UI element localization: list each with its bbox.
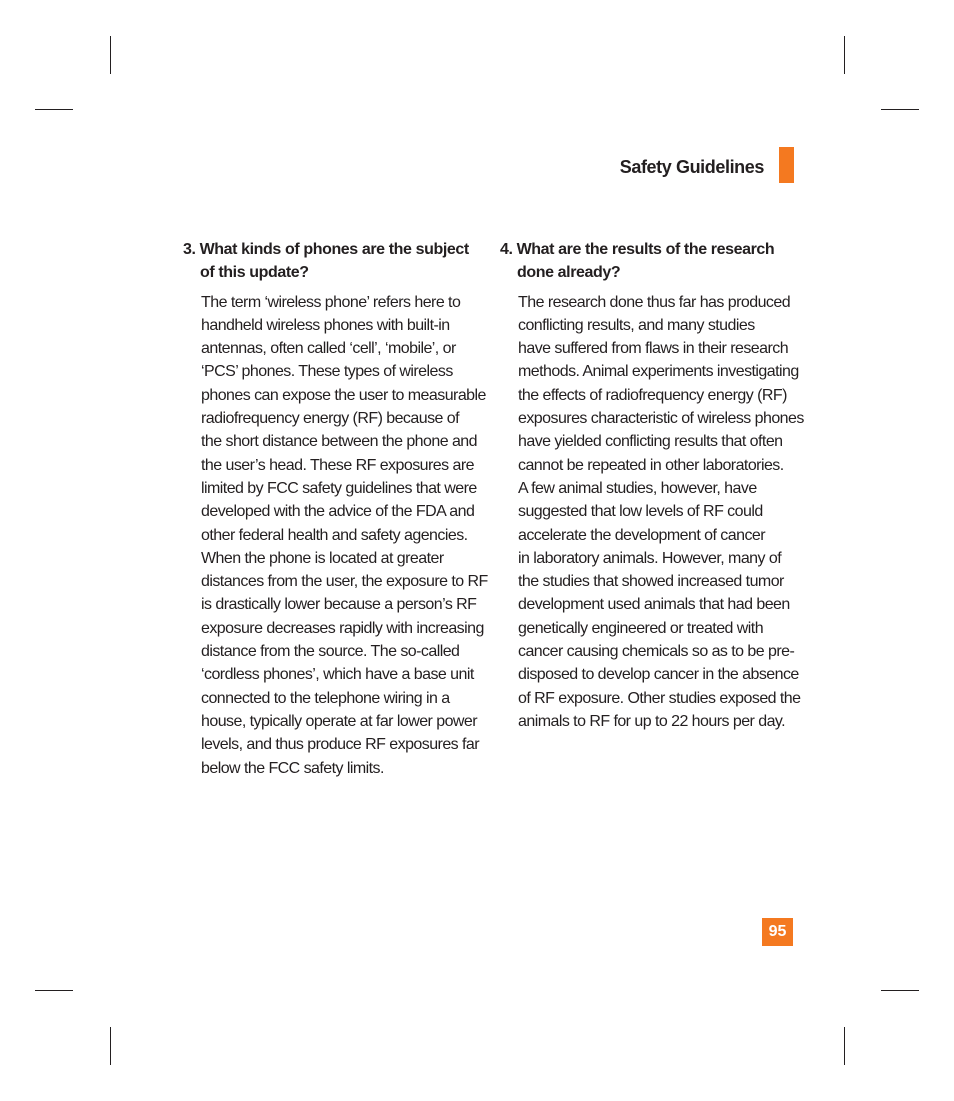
answer-line: cancer causing chemicals so as to be pre- xyxy=(518,643,795,661)
page-number-badge: 95 xyxy=(762,918,793,946)
answer-line: other federal health and safety agencies. xyxy=(201,526,468,544)
answer-text xyxy=(500,291,804,734)
answer-line: have suffered from flaws in their research xyxy=(518,340,789,358)
answer-line: the short distance between the phone and xyxy=(201,433,478,451)
crop-mark-bottom-right-horizontal xyxy=(881,990,919,991)
answer-line: exposures characteristic of wireless phones xyxy=(518,410,804,428)
answer-line: of RF exposure. Other studies exposed the xyxy=(518,689,801,707)
answer-line: the studies that showed increased tumor xyxy=(518,573,784,591)
answer-line: genetically engineered or treated with xyxy=(518,619,764,637)
crop-mark-bottom-left-horizontal xyxy=(35,990,73,991)
answer-line: developed with the advice of the FDA and xyxy=(201,503,475,521)
crop-mark-top-left-horizontal xyxy=(35,109,73,110)
answer-line: ‘PCS’ phones. These types of wireless xyxy=(201,363,453,381)
crop-mark-top-right-horizontal xyxy=(881,109,919,110)
answer-line: the effects of radiofrequency energy (RF) xyxy=(518,386,787,404)
answer-line: is drastically lower because a person’s RF xyxy=(201,596,477,614)
crop-mark-top-left-vertical xyxy=(110,36,111,74)
answer-line: suggested that low levels of RF could xyxy=(518,503,763,521)
section-title: Safety Guidelines xyxy=(619,157,764,177)
answer-line: radiofrequency energy (RF) because of xyxy=(201,410,460,428)
answer-line: The term ‘wireless phone’ refers here to xyxy=(201,293,461,311)
crop-mark-bottom-right-vertical xyxy=(844,1027,845,1065)
answer-line: the user’s head. These RF exposures are xyxy=(201,456,474,474)
crop-mark-bottom-left-vertical xyxy=(110,1027,111,1065)
answer-line: The research done thus far has produced xyxy=(518,293,791,311)
question-block-3 xyxy=(183,238,488,780)
answer-line: in laboratory animals. However, many of xyxy=(518,549,782,567)
answer-line: exposure decreases rapidly with increasing xyxy=(201,619,484,637)
answer-line: When the phone is located at greater xyxy=(201,549,444,567)
answer-line: levels, and thus produce RF exposures far xyxy=(201,736,480,754)
answer-line: distance from the source. The so-called xyxy=(201,643,460,661)
question-block-4 xyxy=(500,238,804,733)
section-tab-marker xyxy=(779,147,794,183)
crop-mark-top-right-vertical xyxy=(844,36,845,74)
answer-line: distances from the user, the exposure to RF xyxy=(201,573,488,591)
answer-line: cannot be repeated in other laboratories. xyxy=(518,456,784,474)
answer-line: limited by FCC safety guidelines that were xyxy=(201,479,477,497)
answer-line: methods. Animal experiments investigating xyxy=(518,363,799,381)
answer-line: conflicting results, and many studies xyxy=(518,316,755,334)
answer-line: A few animal studies, however, have xyxy=(518,479,757,497)
question-heading: 3. What kinds of phones are the subject of this update? xyxy=(183,241,469,282)
answer-line: phones can expose the user to measurable xyxy=(201,386,486,404)
answer-line: handheld wireless phones with built-in xyxy=(201,316,450,334)
answer-line: animals to RF for up to 22 hours per day. xyxy=(518,712,786,730)
answer-text xyxy=(183,291,488,780)
answer-line: antennas, often called ‘cell’, ‘mobile’, or xyxy=(201,340,456,358)
answer-line: accelerate the development of cancer xyxy=(518,526,766,544)
answer-line: below the FCC safety limits. xyxy=(201,759,384,777)
question-heading: 4. What are the results of the research done already? xyxy=(500,241,775,282)
answer-line: ‘cordless phones’, which have a base unit xyxy=(201,666,474,684)
answer-line: house, typically operate at far lower power xyxy=(201,712,478,730)
answer-line: have yielded conflicting results that often xyxy=(518,433,783,451)
answer-line: disposed to develop cancer in the absence xyxy=(518,666,799,684)
answer-line: development used animals that had been xyxy=(518,596,790,614)
answer-line: connected to the telephone wiring in a xyxy=(201,689,450,707)
